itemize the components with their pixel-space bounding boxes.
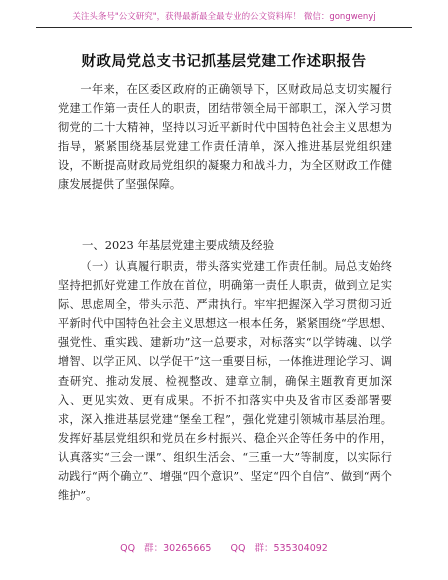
document-title: 财政局党总支书记抓基层党建工作述职报告 (81, 53, 367, 70)
section-heading: 一、2023 年基层党建主要成绩及经验 (82, 238, 275, 252)
footer-qq-groups: QQ 群：30265665 QQ 群：535304092 (120, 543, 328, 554)
section-paragraph-text: （一）认真履行职责，带头落实党建工作责任制。局总支始终坚持把抓好党建工作放在首位，明确第一责任人职责，做到立足实际、思虑周全，带头示范、严肃执行。牢牢把握深入学习贯彻习近平新时代中国特色社会主义思想这一根本任务，紧紧围绕“学思想、强党性、重实践、建新功”这一总要求，对标落实“以学铸魂、以学增智、以学正风、以学促干”这一重要目标，一体推进理论学习、调查研究、推动发展、检视整改、建章立制，确保主题教育更加深入、更见实效、更有成果。不折不扣落实中央及省市区委部署要求，深入推进基层党建“堡垒工程”，强化党建引领城市基层治理。发挥好基层党组织和党员在乡村振兴、稳企兴企等任务中的作用，认真落实“三会一课”、组织生活会、“三重一大”等制度，以实际行动践行“两个确立”、增强“四个意识”、坚定“四个自信”、做到“两个维护”。 (58, 260, 392, 503)
section-paragraph (58, 257, 392, 505)
header-rule (36, 27, 412, 28)
intro-text: 一年来，在区委区政府的正确领导下，区财政局总支切实履行党建工作第一责任人的职责，团结带领全局干部职工，深入学习贯彻党的二十大精神，坚持以习近平新时代中国特色社会主义思想为指导，紧紧围绕基层党建工作责任清单，深入推进基层党组织建设，不断提高财政局党组织的凝聚力和战斗力，为全区财政工作健康发展提供了坚强保障。 (58, 83, 392, 192)
intro-paragraph (58, 80, 392, 195)
top-banner: 关注头条号"公文研究"，获得最新最全最专业的公文资料库！ 微信：gongwenyj (72, 12, 376, 22)
